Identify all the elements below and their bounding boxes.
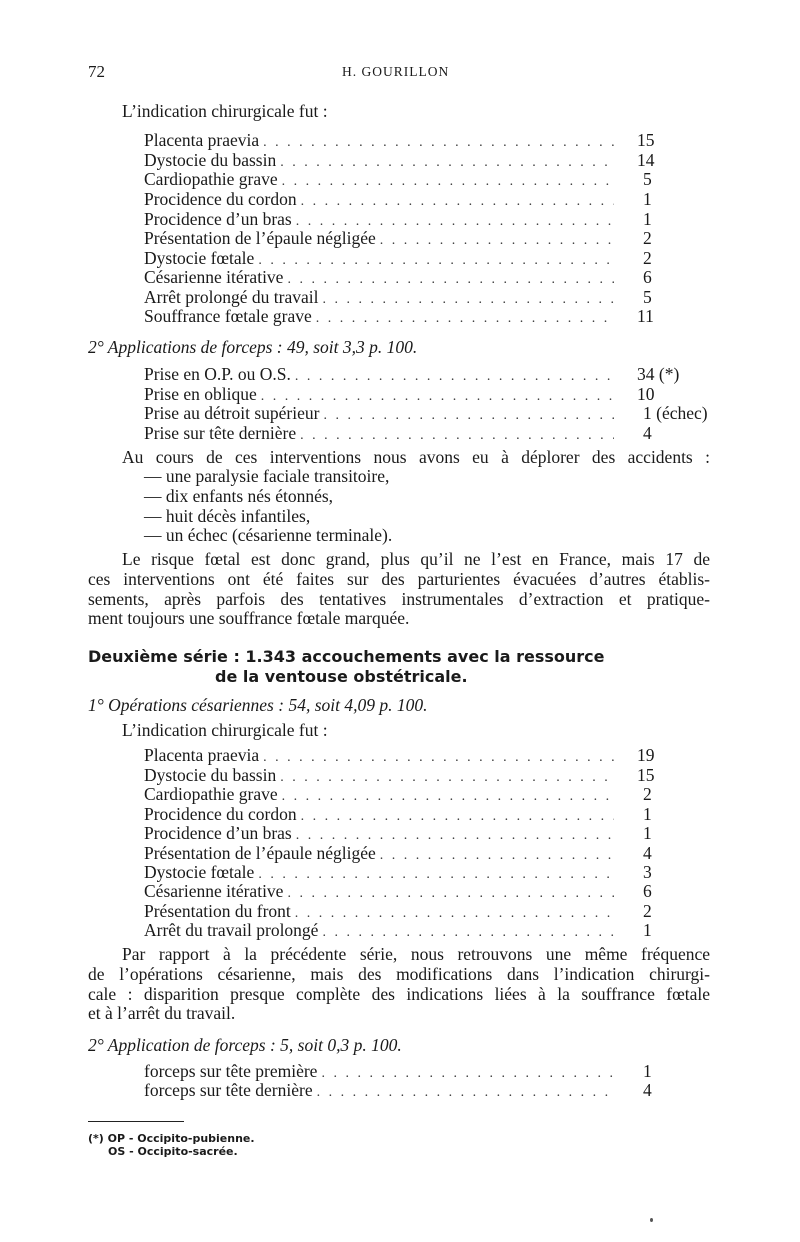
footnote: OS - Occipito-sacrée. <box>108 1145 238 1158</box>
list-item-value: 15 <box>637 765 655 785</box>
list-item: Cardiopathie grave . . . <box>144 784 614 804</box>
list-item-value: 1 <box>643 209 652 229</box>
list-item: — un échec (césarienne terminale). <box>144 525 393 545</box>
list-item-value: 5 <box>643 287 652 307</box>
list-item-value: 2 <box>643 901 652 921</box>
page-header <box>88 62 708 86</box>
list-item: Prise en O.P. ou O.S. . . . <box>144 364 614 384</box>
paragraph-line: et à l’arrêt du travail. <box>88 1003 236 1023</box>
list-item: Présentation de l’épaule négligée . . . <box>144 228 614 248</box>
list-item-value: 1 <box>643 920 652 940</box>
section-title: Deuxième série : 1.343 accouchements avec la ressource <box>88 647 605 666</box>
list-item: Dystocie fœtale . . . <box>144 862 614 882</box>
list-item: Prise sur tête dernière . . . <box>144 423 614 443</box>
list-item-value: 1 <box>643 823 652 843</box>
paragraph-line: sements, après parfois des tentatives instrumentales d’extraction et pratique- <box>88 589 710 609</box>
list-item-value: 1 <box>643 804 652 824</box>
list-item: Procidence du cordon . . . <box>144 189 614 209</box>
list-item: Césarienne itérative . . . <box>144 267 614 287</box>
page-number: 72 <box>88 62 105 81</box>
list-item-value: 19 <box>637 745 655 765</box>
list-item: forceps sur tête dernière . . . <box>144 1080 614 1100</box>
list-item: Présentation de l’épaule négligée . . . <box>144 843 614 863</box>
paragraph-line: Le risque fœtal est donc grand, plus qu’il ne l’est en France, mais 17 de <box>122 549 710 569</box>
list-item-value: 6 <box>643 881 652 901</box>
list-item: Souffrance fœtale grave . . . <box>144 306 614 326</box>
list-item: Procidence d’un bras . . . <box>144 209 614 229</box>
forceps-heading: 2° Application de forceps : 5, soit 0,3 p. 100. <box>88 1035 402 1055</box>
cesarean-heading: 1° Opérations césariennes : 54, soit 4,09 p. 100. <box>88 695 428 715</box>
list-item: — dix enfants nés étonnés, <box>144 486 334 506</box>
footnote: (*) OP - Occipito-pubienne. <box>88 1132 255 1145</box>
forceps-heading: 2° Applications de forceps : 49, soit 3,3 p. 100. <box>88 337 418 357</box>
list-item-value: 2 <box>643 248 652 268</box>
list-item-value: 2 <box>643 228 652 248</box>
list-item-value: 5 <box>643 169 652 189</box>
indication-intro: L’indication chirurgicale fut : <box>122 720 328 740</box>
paragraph-line: ment toujours une souffrance fœtale marquée. <box>88 608 410 628</box>
list-item: Placenta praevia . . . <box>144 130 614 150</box>
list-item-value: 4 <box>643 843 652 863</box>
list-item: Césarienne itérative . . . <box>144 881 614 901</box>
section-title-continued: de la ventouse obstétricale. <box>215 667 468 686</box>
list-item-value: 3 <box>643 862 652 882</box>
list-item-value: 14 <box>637 150 655 170</box>
list-item-value: 4 <box>643 423 652 443</box>
accidents-intro: Au cours de ces interventions nous avons eu à déplorer des accidents : <box>122 447 710 467</box>
list-item: — huit décès infantiles, <box>144 506 311 526</box>
scan-speck <box>650 1218 653 1222</box>
list-item-value: 4 <box>643 1080 652 1100</box>
list-item: Arrêt prolongé du travail . . . <box>144 287 614 307</box>
list-item: Placenta praevia . . . <box>144 745 614 765</box>
footnote-divider <box>88 1121 184 1122</box>
paragraph-line: de l’opérations césarienne, mais des modifications dans l’indication chirurgi- <box>88 964 710 984</box>
paragraph-line: ces interventions ont été faites sur des parturientes évacuées d’autres établis- <box>88 569 710 589</box>
list-item: Procidence d’un bras . . . <box>144 823 614 843</box>
list-item-value: 34 (*) <box>637 364 680 384</box>
list-item: Dystocie du bassin . . . <box>144 765 614 785</box>
indication-intro: L’indication chirurgicale fut : <box>122 101 328 121</box>
list-item-value: 1 <box>643 1061 652 1081</box>
paragraph-line: cale : disparition presque complète des indications liées à la souffrance fœtale <box>88 984 710 1004</box>
list-item: — une paralysie faciale transitoire, <box>144 466 390 486</box>
running-title: H. GOURILLON <box>342 64 450 79</box>
list-item: Dystocie du bassin . . . <box>144 150 614 170</box>
list-item-value: 1 (échec) <box>643 403 708 423</box>
list-item-value: 2 <box>643 784 652 804</box>
list-item: Prise en oblique . . . <box>144 384 614 404</box>
list-item: Cardiopathie grave . . . <box>144 169 614 189</box>
list-item: Arrêt du travail prolongé . . . <box>144 920 614 940</box>
list-item-value: 11 <box>637 306 654 326</box>
list-item: forceps sur tête première . . . <box>144 1061 614 1081</box>
list-item: Procidence du cordon . . . <box>144 804 614 824</box>
list-item: Présentation du front . . . <box>144 901 614 921</box>
list-item-value: 15 <box>637 130 655 150</box>
list-item-value: 1 <box>643 189 652 209</box>
list-item-value: 6 <box>643 267 652 287</box>
list-item-value: 10 <box>637 384 655 404</box>
list-item: Prise au détroit supérieur . . . <box>144 403 614 423</box>
paragraph-line: Par rapport à la précédente série, nous retrouvons une même fréquence <box>122 944 710 964</box>
list-item: Dystocie fœtale . . . <box>144 248 614 268</box>
